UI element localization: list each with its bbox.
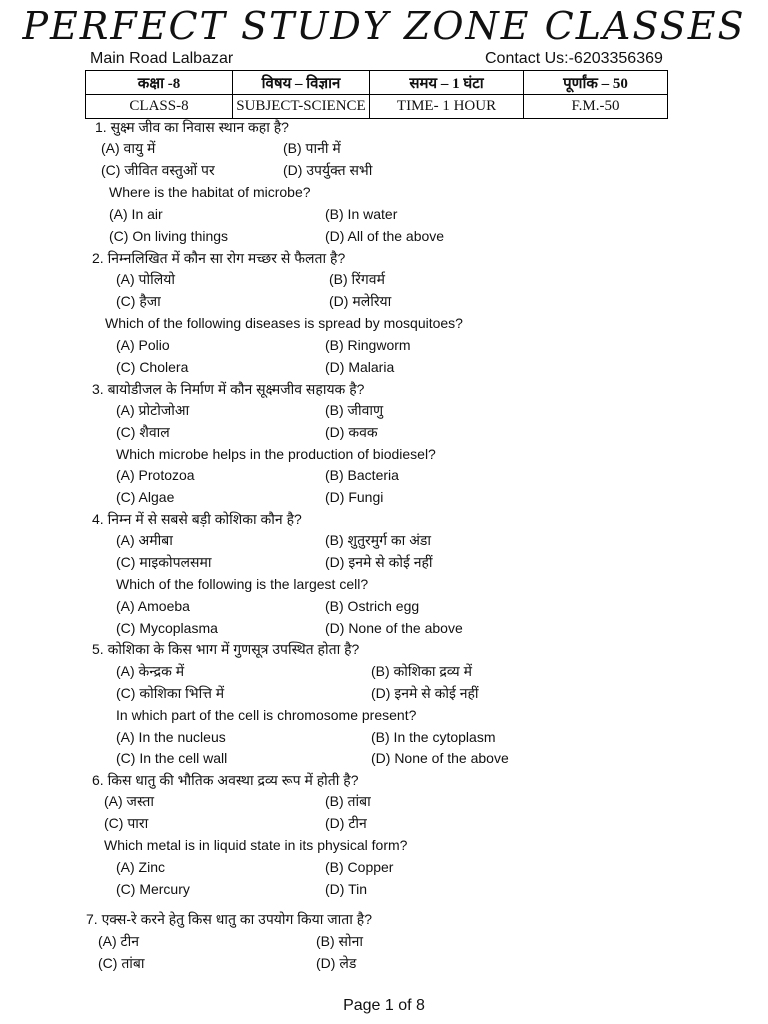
question-hindi: 2. निम्नलिखित में कौन सा रोग मच्छर से फैलता है? xyxy=(92,250,346,266)
option: (A) Protozoa xyxy=(116,467,195,483)
option: (D) टीन xyxy=(325,815,367,831)
option: (C) Algae xyxy=(116,489,175,505)
option: (C) Mycoplasma xyxy=(116,620,218,636)
option: (A) प्रोटोजोआ xyxy=(116,402,190,418)
question-english: Where is the habitat of microbe? xyxy=(109,184,311,200)
option: (B) शुतुरमुर्ग का अंडा xyxy=(325,532,432,548)
option: (A) पोलियो xyxy=(116,271,175,287)
option: (B) Copper xyxy=(325,859,394,875)
option: (B) Bacteria xyxy=(325,467,399,483)
option: (C) शैवाल xyxy=(116,424,170,440)
question-hindi: 3. बायोडीजल के निर्माण में कौन सूक्ष्मजीव सहायक है? xyxy=(92,381,365,397)
option: (A) अमीबा xyxy=(116,532,173,548)
option: (C) माइकोपलसमा xyxy=(116,554,212,570)
question-english: Which of the following diseases is spread by mosquitoes? xyxy=(105,315,463,331)
option: (A) केन्द्रक में xyxy=(116,663,185,679)
option: (C) पारा xyxy=(104,815,149,831)
option: (B) पानी में xyxy=(283,140,341,156)
option: (C) तांबा xyxy=(98,955,145,971)
question-english: Which metal is in liquid state in its physical form? xyxy=(104,837,408,853)
question-hindi: 6. किस धातु की भौतिक अवस्था द्रव्य रूप में होती है? xyxy=(92,772,359,788)
option: (A) टीन xyxy=(98,933,140,949)
option: (D) Tin xyxy=(325,881,367,897)
meta-time-hi: समय – 1 घंटा xyxy=(370,71,524,95)
option: (B) कोशिका द्रव्य में xyxy=(371,663,472,679)
option: (A) Amoeba xyxy=(116,598,190,614)
meta-marks-hi: पूर्णांक – 50 xyxy=(524,71,668,95)
option: (D) None of the above xyxy=(371,750,509,766)
option: (C) Mercury xyxy=(116,881,190,897)
question-hindi: 5. कोशिका के किस भाग में गुणसूत्र उपस्थित होता है? xyxy=(92,641,360,657)
option: (B) In the cytoplasm xyxy=(371,729,496,745)
meta-subject-hi: विषय – विज्ञान xyxy=(233,71,370,95)
option: (C) कोशिका भित्ति में xyxy=(116,685,225,701)
meta-table xyxy=(85,70,668,119)
option: (D) Fungi xyxy=(325,489,384,505)
option: (A) Zinc xyxy=(116,859,165,875)
option: (B) तांबा xyxy=(325,793,371,809)
question-hindi: 4. निम्न में से सबसे बड़ी कोशिका कौन है? xyxy=(92,511,302,527)
option: (A) जस्ता xyxy=(104,793,154,809)
meta-class-hi: कक्षा -8 xyxy=(86,71,233,95)
option: (A) In the nucleus xyxy=(116,729,226,745)
option: (B) Ostrich egg xyxy=(325,598,420,614)
option: (C) In the cell wall xyxy=(116,750,228,766)
question-english: In which part of the cell is chromosome present? xyxy=(116,707,417,723)
option: (D) All of the above xyxy=(325,228,445,244)
address: Main Road Lalbazar xyxy=(90,50,234,67)
question-english: Which of the following is the largest cell? xyxy=(116,576,369,592)
option: (D) Malaria xyxy=(325,359,395,375)
option: (B) रिंगवर्म xyxy=(329,271,385,287)
option: (A) Polio xyxy=(116,337,170,353)
page-title: PERFECT STUDY ZONE CLASSES xyxy=(22,4,746,48)
meta-row-hindi xyxy=(86,71,668,95)
option: (A) वायु में xyxy=(101,140,156,156)
option: (B) सोना xyxy=(316,933,364,949)
question-hindi: 1. सुक्ष्म जीव का निवास स्थान कहा है? xyxy=(95,119,289,135)
meta-class-en: CLASS-8 xyxy=(86,95,233,119)
option: (A) In air xyxy=(109,206,163,222)
question-english: Which microbe helps in the production of biodiesel? xyxy=(116,446,436,462)
contact: Contact Us:-6203356369 xyxy=(485,50,663,67)
option: (D) मलेरिया xyxy=(329,293,392,309)
option: (D) लेड xyxy=(316,955,357,971)
option: (C) जीवित वस्तुओं पर xyxy=(101,162,215,178)
option: (D) उपर्युक्त सभी xyxy=(283,162,373,178)
option: (C) Cholera xyxy=(116,359,189,375)
option: (D) कवक xyxy=(325,424,378,440)
option: (B) जीवाणु xyxy=(325,402,384,418)
option: (B) Ringworm xyxy=(325,337,411,353)
option: (D) None of the above xyxy=(325,620,463,636)
option: (B) In water xyxy=(325,206,398,222)
meta-time-en: TIME- 1 HOUR xyxy=(370,95,524,119)
option: (C) हैजा xyxy=(116,293,161,309)
option: (D) इनमे से कोई नहीं xyxy=(325,554,433,570)
question-hindi: 7. एक्स-रे करने हेतु किस धातु का उपयोग किया जाता है? xyxy=(86,911,373,927)
option: (D) इनमे से कोई नहीं xyxy=(371,685,479,701)
meta-subject-en: SUBJECT-SCIENCE xyxy=(233,95,370,119)
page-number: Page 1 of 8 xyxy=(343,997,425,1014)
meta-row-english xyxy=(86,95,668,119)
option: (C) On living things xyxy=(109,228,229,244)
meta-marks-en: F.M.-50 xyxy=(524,95,668,119)
